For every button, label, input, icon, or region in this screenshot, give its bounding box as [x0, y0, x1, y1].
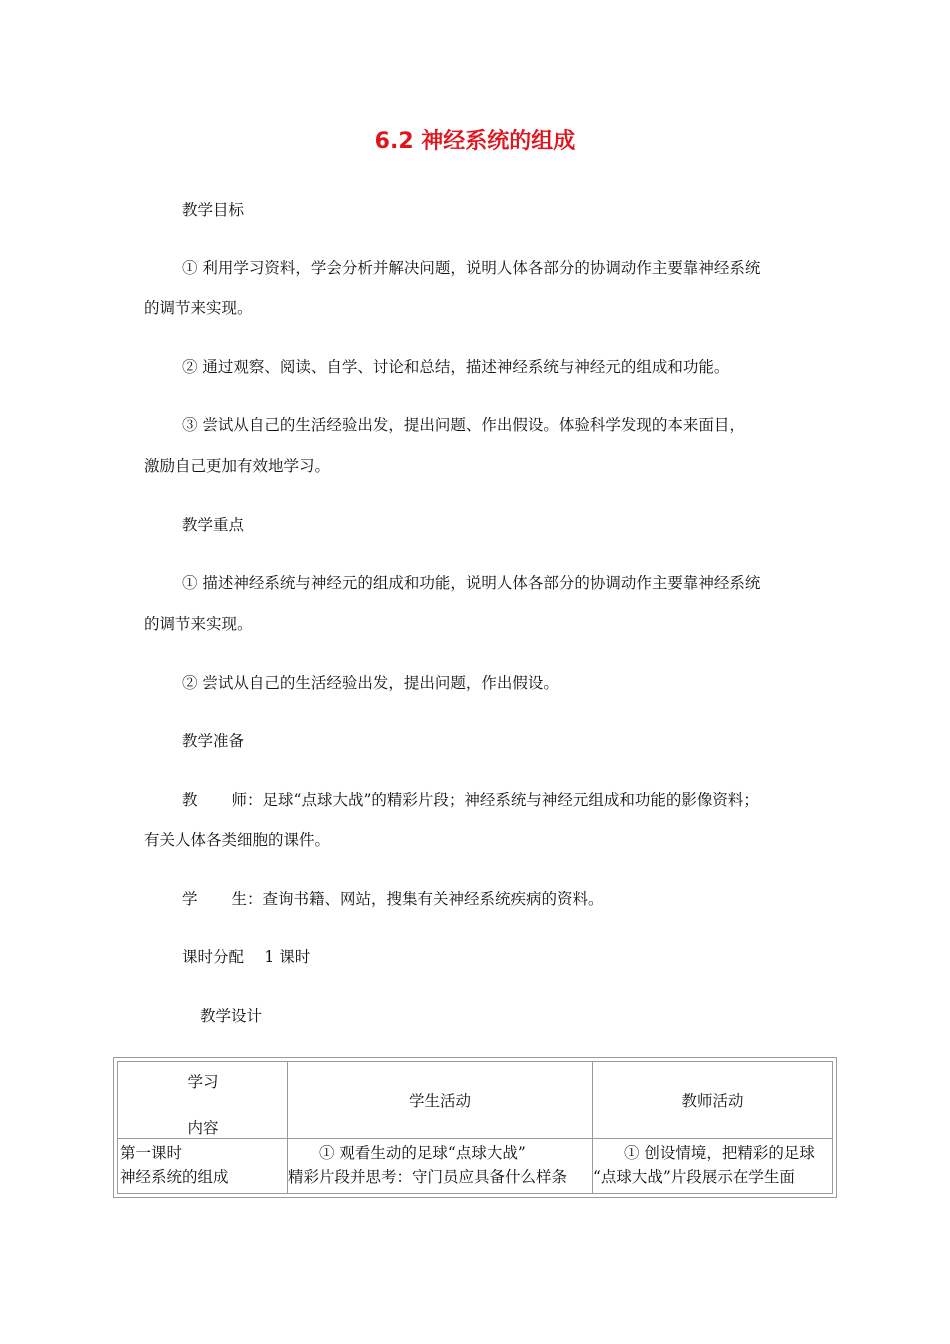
key-points-heading: 教学重点 [182, 516, 245, 534]
lesson-table [117, 1061, 833, 1194]
row1-learning-content [118, 1139, 288, 1194]
page-title: 6.2 神经系统的组成 [374, 129, 576, 154]
design-heading: 教学设计 [200, 1007, 263, 1025]
header-col1-line-1: 学习 [187, 1073, 219, 1091]
key-point-2: ② 尝试从自己的生活经验出发，提出问题，作出假设。 [182, 674, 559, 692]
row1-col1-line-2: 神经系统的组成 [120, 1168, 229, 1186]
header-learning-content [118, 1062, 288, 1139]
objective-2: ② 通过观察、阅读、自学、讨论和总结，描述神经系统与神经元的组成和功能。 [182, 358, 730, 376]
header-col1-line-2: 内容 [187, 1119, 219, 1137]
lesson-design-table [113, 1057, 837, 1198]
student-materials: 查询书籍、网站，搜集有关神经系统疾病的资料。 [262, 890, 604, 908]
objectives-heading: 教学目标 [182, 201, 245, 219]
objective-1-line-2: 的调节来实现。 [144, 299, 253, 317]
objective-3-line-2: 激励自己更加有效地学习。 [144, 457, 331, 475]
key-point-1-line-1: ① 描述神经系统与神经元的组成和功能，说明人体各部分的协调动作主要靠神经系统 [182, 574, 761, 592]
key-point-1-line-2: 的调节来实现。 [144, 615, 253, 633]
row1-col2-line-2: 精彩片段并思考：守门员应具备什么样条 [288, 1168, 568, 1186]
row1-col3-line-1: ① 创设情境，把精彩的足球 [624, 1144, 815, 1162]
row1-student-activity [288, 1139, 593, 1194]
preparation-teacher-line-1 [182, 790, 759, 810]
preparation-teacher-line-2: 有关人体各类细胞的课件。 [144, 831, 331, 849]
header-teacher-activity: 教师活动 [593, 1062, 833, 1139]
table-row [118, 1139, 833, 1194]
preparation-student-line [182, 889, 604, 909]
student-label-char-2: 生： [231, 890, 263, 908]
teacher-label-char-1: 教 [182, 791, 198, 809]
table-header-row [118, 1062, 833, 1139]
row1-teacher-activity [593, 1139, 833, 1194]
header-student-activity: 学生活动 [288, 1062, 593, 1139]
teacher-label-char-2: 师： [231, 791, 263, 809]
teacher-materials: 足球“点球大战”的精彩片段；神经系统与神经元组成和功能的影像资料； [262, 791, 759, 809]
preparation-heading: 教学准备 [182, 732, 245, 750]
objective-1-line-1: ① 利用学习资料，学会分析并解决问题，说明人体各部分的协调动作主要靠神经系统 [182, 259, 761, 277]
row1-col2-line-1: ① 观看生动的足球“点球大战” [319, 1144, 526, 1162]
objective-3-line-1: ③ 尝试从自己的生活经验出发，提出问题、作出假设。体验科学发现的本来面目， [182, 416, 745, 434]
student-label-char-1: 学 [182, 890, 198, 908]
row1-col3-line-2: “点球大战”片段展示在学生面 [593, 1168, 795, 1186]
row1-col1-line-1: 第一课时 [120, 1144, 183, 1162]
schedule: 课时分配 1 课时 [182, 948, 311, 966]
